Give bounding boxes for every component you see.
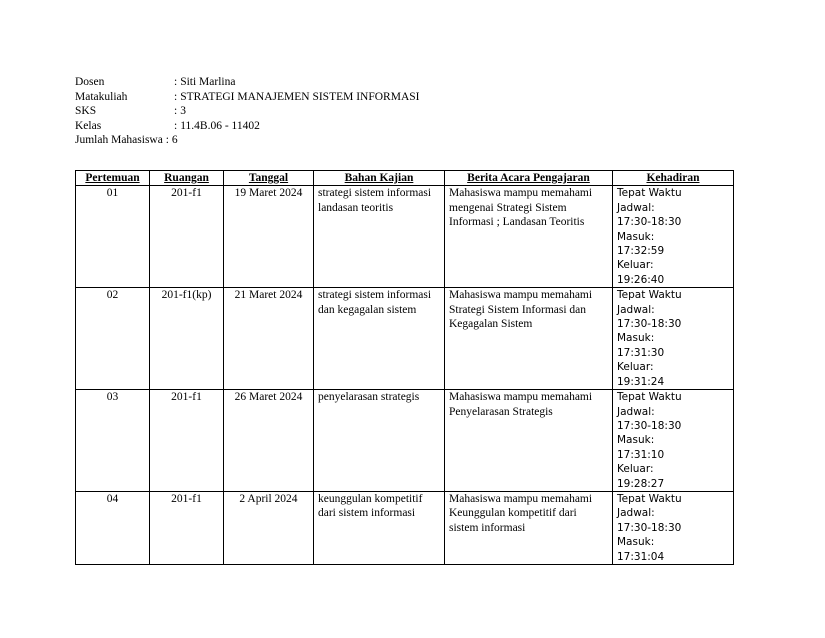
col-header-ruangan: Ruangan bbox=[150, 171, 224, 186]
cell-ruangan: 201-f1 bbox=[150, 390, 224, 492]
kehadiran-jadwal-label: Jadwal: bbox=[617, 201, 655, 214]
kehadiran-status: Tepat Waktu bbox=[617, 187, 682, 200]
kehadiran-keluar-value: 19:26:40 bbox=[617, 273, 665, 286]
table-row bbox=[76, 288, 734, 390]
info-label: Kelas bbox=[75, 119, 102, 132]
cell-pertemuan: 01 bbox=[76, 186, 150, 288]
info-row-jumlah-mahasiswa: Jumlah Mahasiswa : 6 bbox=[75, 134, 178, 146]
cell-berita-acara: Mahasiswa mampu memahami Penyelarasan Strategis bbox=[445, 390, 613, 492]
cell-kehadiran bbox=[613, 491, 734, 564]
kehadiran-masuk-label: Masuk: bbox=[617, 536, 655, 549]
kehadiran-masuk-value: 17:31:04 bbox=[617, 550, 665, 563]
kehadiran-jadwal-value: 17:30-18:30 bbox=[617, 318, 682, 331]
col-header-kehadiran: Kehadiran bbox=[613, 171, 734, 186]
info-row-kelas: Kelas : 11.4B.06 - 11402 bbox=[75, 119, 260, 132]
attendance-table bbox=[75, 170, 734, 565]
cell-tanggal: 2 April 2024 bbox=[224, 491, 314, 564]
kehadiran-keluar-label: Keluar: bbox=[617, 463, 654, 476]
info-row-dosen: Dosen : Siti Marlina bbox=[75, 76, 236, 88]
cell-berita-acara: Mahasiswa mampu memahami mengenai Strategi Sistem Informasi ; Landasan Teoritis bbox=[445, 186, 613, 288]
info-label: Jumlah Mahasiswa bbox=[75, 134, 163, 146]
cell-pertemuan: 02 bbox=[76, 288, 150, 390]
cell-tanggal: 19 Maret 2024 bbox=[224, 186, 314, 288]
cell-ruangan: 201-f1 bbox=[150, 186, 224, 288]
kehadiran-jadwal-label: Jadwal: bbox=[617, 303, 655, 316]
kehadiran-status: Tepat Waktu bbox=[617, 391, 682, 404]
info-row-sks: SKS : 3 bbox=[75, 105, 186, 117]
kehadiran-keluar-value: 19:31:24 bbox=[617, 375, 665, 388]
kehadiran-jadwal-label: Jadwal: bbox=[617, 405, 655, 418]
cell-bahan-kajian: strategi sistem informasi dan kegagalan sistem bbox=[314, 288, 445, 390]
kehadiran-status: Tepat Waktu bbox=[617, 492, 682, 505]
kehadiran-masuk-value: 17:31:10 bbox=[617, 448, 665, 461]
info-value: Siti Marlina bbox=[180, 76, 236, 88]
info-value: 6 bbox=[171, 134, 178, 146]
info-row-matakuliah: Matakuliah : STRATEGI MANAJEMEN SISTEM INFORMASI bbox=[75, 90, 420, 103]
info-value: 3 bbox=[180, 105, 186, 117]
cell-ruangan: 201-f1 bbox=[150, 491, 224, 564]
col-header-tanggal: Tanggal bbox=[224, 171, 314, 186]
col-header-pertemuan: Pertemuan bbox=[76, 171, 150, 186]
info-label: SKS bbox=[75, 105, 97, 117]
course-info bbox=[75, 75, 420, 148]
cell-kehadiran bbox=[613, 288, 734, 390]
col-header-berita-acara: Berita Acara Pengajaran bbox=[445, 171, 613, 186]
cell-tanggal: 21 Maret 2024 bbox=[224, 288, 314, 390]
kehadiran-status: Tepat Waktu bbox=[617, 289, 682, 302]
col-header-bahan-kajian: Bahan Kajian bbox=[314, 171, 445, 186]
info-value: STRATEGI MANAJEMEN SISTEM INFORMASI bbox=[180, 90, 420, 103]
kehadiran-jadwal-label: Jadwal: bbox=[617, 507, 655, 520]
cell-kehadiran bbox=[613, 186, 734, 288]
table-row bbox=[76, 390, 734, 492]
kehadiran-masuk-label: Masuk: bbox=[617, 230, 655, 243]
kehadiran-jadwal-value: 17:30-18:30 bbox=[617, 419, 682, 432]
cell-berita-acara: Mahasiswa mampu memahami Keunggulan kompetitif dari sistem informasi bbox=[445, 491, 613, 564]
info-label: Matakuliah bbox=[75, 90, 128, 103]
cell-ruangan: 201-f1(kp) bbox=[150, 288, 224, 390]
cell-bahan-kajian: strategi sistem informasi landasan teoritis bbox=[314, 186, 445, 288]
table-header-row bbox=[76, 171, 734, 186]
cell-tanggal: 26 Maret 2024 bbox=[224, 390, 314, 492]
kehadiran-masuk-value: 17:31:30 bbox=[617, 346, 665, 359]
kehadiran-keluar-value: 19:28:27 bbox=[617, 477, 665, 490]
cell-pertemuan: 04 bbox=[76, 491, 150, 564]
info-label: Dosen bbox=[75, 76, 105, 88]
table-row bbox=[76, 186, 734, 288]
table-row bbox=[76, 491, 734, 564]
cell-pertemuan: 03 bbox=[76, 390, 150, 492]
kehadiran-keluar-label: Keluar: bbox=[617, 361, 654, 374]
cell-kehadiran bbox=[613, 390, 734, 492]
kehadiran-keluar-label: Keluar: bbox=[617, 259, 654, 272]
kehadiran-masuk-label: Masuk: bbox=[617, 434, 655, 447]
cell-bahan-kajian: penyelarasan strategis bbox=[314, 390, 445, 492]
kehadiran-jadwal-value: 17:30-18:30 bbox=[617, 521, 682, 534]
kehadiran-jadwal-value: 17:30-18:30 bbox=[617, 216, 682, 229]
kehadiran-masuk-label: Masuk: bbox=[617, 332, 655, 345]
kehadiran-masuk-value: 17:32:59 bbox=[617, 245, 665, 258]
cell-berita-acara: Mahasiswa mampu memahami Strategi Sistem Informasi dan Kegagalan Sistem bbox=[445, 288, 613, 390]
info-value: 11.4B.06 - 11402 bbox=[180, 119, 260, 132]
cell-bahan-kajian: keunggulan kompetitif dari sistem informasi bbox=[314, 491, 445, 564]
